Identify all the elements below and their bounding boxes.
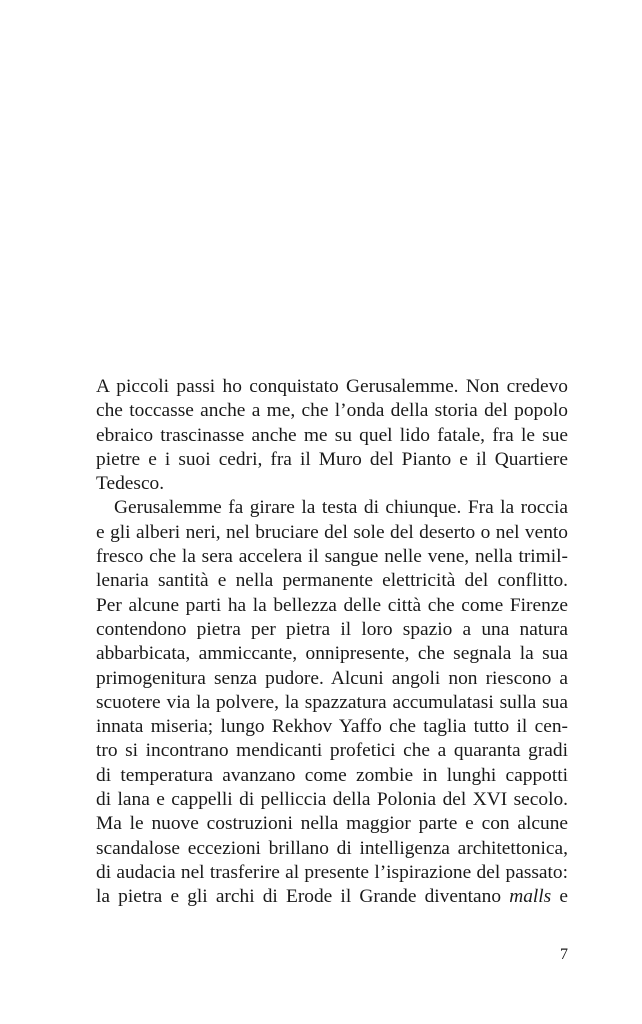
text-line: di temperatura avanzano come zombie in lunghi cappotti [96,764,568,786]
text-line: innata miseria; lungo Rekhov Yaffo che taglia tutto il cen- [96,716,568,738]
text-line: scuotere via la polvere, la spazzatura accumulatasi sulla sua [96,691,568,713]
text-line: di lana e cappelli di pelliccia della Polonia del XVI secolo. [96,789,568,811]
text-line: di audacia nel trasferire al presente l’ispirazione del passato: [96,861,568,883]
text-line: contendono pietra per pietra il loro spazio a una natura [96,618,568,640]
text-line: primogenitura senza pudore. Alcuni angoli non riescono a [96,667,568,689]
text-run: e [551,886,568,908]
text-line: A piccoli passi ho conquistato Gerusalemme. Non credevo [96,376,568,397]
text-line: Gerusalemme fa girare la testa di chiunque. Fra la roccia [114,497,568,519]
page-number: 7 [560,946,568,963]
text-line: lenaria santità e nella permanente elettricità del conflitto. [96,570,568,592]
text-line: pietre e i suoi cedri, fra il Muro del Pianto e il Quartiere [96,448,568,470]
text-line: Ma le nuove costruzioni nella maggior parte e con alcune [96,813,568,835]
text-line: e gli alberi neri, nel bruciare del sole del deserto o nel vento [96,521,568,543]
text-line: ebraico trascinasse anche me su quel lido fatale, fra le sue [96,424,568,446]
text-line: che toccasse anche a me, che l’onda della storia del popolo [96,400,568,422]
text-line: Tedesco. [96,473,165,495]
text-line: Per alcune parti ha la bellezza delle città che come Firenze [96,594,568,616]
text-line: abbarbicata, ammiccante, onnipresente, che segnala la sua [96,643,568,665]
text-run: la pietra e gli archi di Erode il Grande diventano [96,886,510,908]
text-line: fresco che la sera accelera il sangue nelle vene, nella trimil- [96,546,568,568]
italic-word: malls [509,886,552,908]
body-text [96,375,568,910]
text-line-final [96,885,568,909]
text-line: tro si incontrano mendicanti profetici che a quaranta gradi [96,740,568,762]
text-line: scandalose eccezioni brillano di intelligenza architettonica, [96,837,568,859]
